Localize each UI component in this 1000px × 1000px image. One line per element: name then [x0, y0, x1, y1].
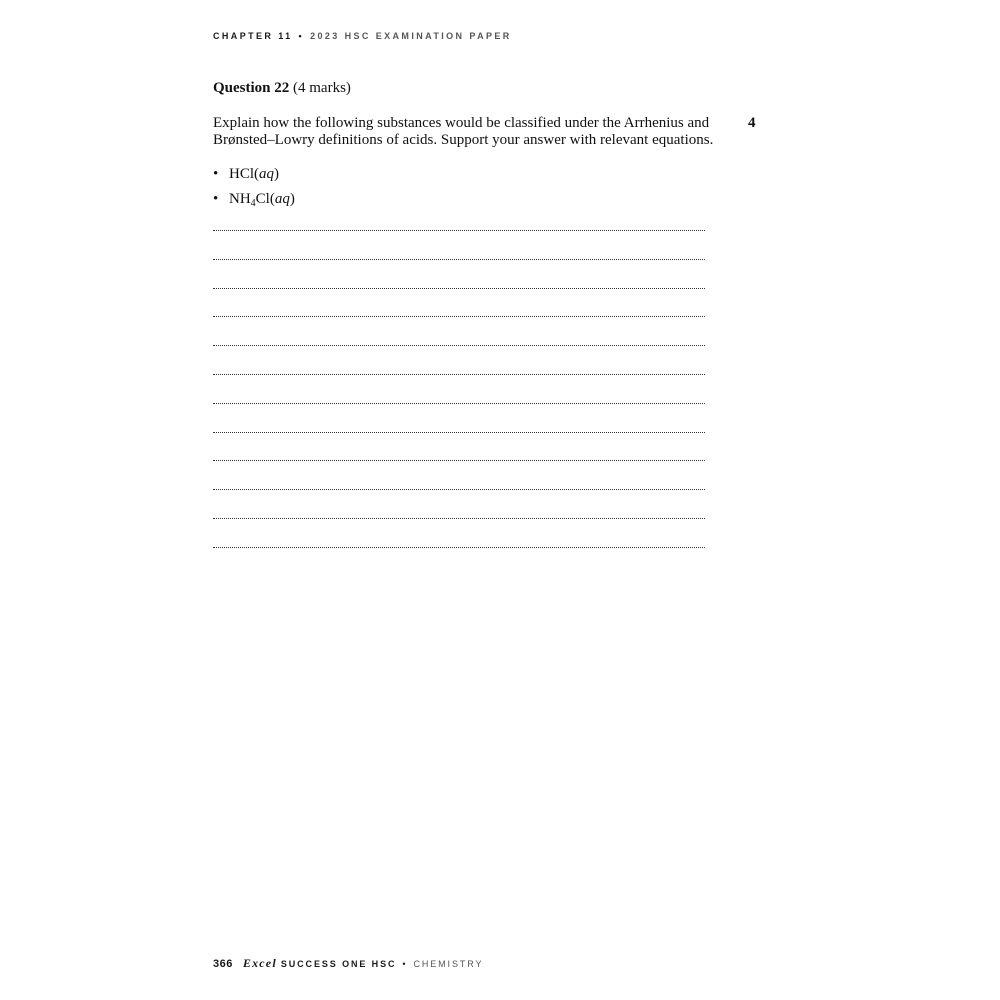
list-item	[213, 164, 295, 189]
list-item	[213, 189, 295, 214]
answer-line[interactable]	[213, 518, 705, 519]
question-text	[213, 115, 714, 149]
answer-line[interactable]	[213, 288, 705, 289]
substance-text: Cl(	[255, 191, 275, 207]
substance-text: )	[289, 191, 295, 207]
state-label: aq	[274, 191, 290, 207]
series-name: SUCCESS ONE HSC	[280, 959, 397, 969]
question-text-line: Brønsted–Lowry definitions of acids. Support your answer with relevant equations.	[213, 132, 714, 148]
subject-name: CHEMISTRY	[413, 959, 484, 969]
question-title: Question 22	[213, 80, 290, 96]
chapter-label: CHAPTER 11	[213, 31, 293, 41]
running-header	[213, 31, 512, 41]
marks-value: 4	[748, 115, 756, 131]
question-heading	[213, 80, 351, 97]
bullet-icon: •	[213, 166, 219, 182]
question-text-line: Explain how the following substances would be classified under the Arrhenius and	[213, 115, 710, 131]
substance-text: )	[274, 166, 279, 182]
answer-line[interactable]	[213, 460, 705, 461]
subscript: 4	[250, 198, 256, 209]
answer-line[interactable]	[213, 259, 705, 260]
answer-line[interactable]	[213, 432, 705, 433]
question-marks-note: (4 marks)	[293, 80, 351, 96]
bullet-icon: •	[213, 191, 219, 207]
page-footer	[213, 956, 483, 971]
answer-line[interactable]	[213, 316, 705, 317]
answer-line[interactable]	[213, 547, 705, 548]
answer-line[interactable]	[213, 489, 705, 490]
answer-line[interactable]	[213, 374, 705, 375]
answer-line[interactable]	[213, 345, 705, 346]
answer-area[interactable]	[213, 230, 705, 576]
section-label: 2023 HSC EXAMINATION PAPER	[310, 31, 512, 41]
state-label: aq	[259, 166, 274, 182]
brand-logo: Excel	[242, 956, 277, 970]
answer-line[interactable]	[213, 403, 705, 404]
answer-line[interactable]	[213, 230, 705, 231]
substance-text: HCl(	[229, 166, 259, 182]
page-number: 366	[213, 958, 233, 970]
header-separator: •	[298, 31, 305, 41]
substance-list	[213, 164, 295, 214]
substance-text: NH	[229, 191, 251, 207]
footer-separator: •	[402, 959, 408, 969]
